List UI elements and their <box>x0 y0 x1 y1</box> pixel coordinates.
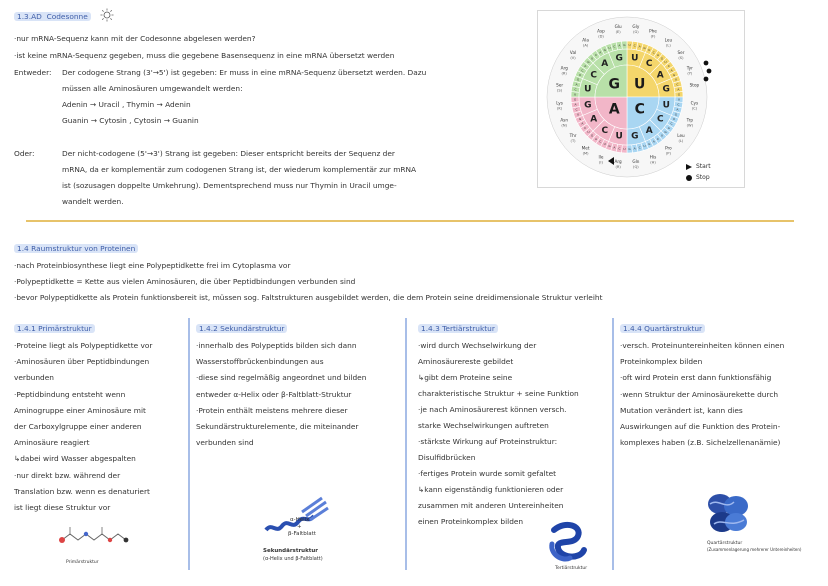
codon-ring-3-letter: U <box>576 112 580 117</box>
col3-line-2: Aminosäurereste gebildet <box>418 357 514 366</box>
col1-line-8: ↳dabei wird Wasser abgespalten <box>14 454 136 464</box>
codon-ring-3-letter: A <box>667 125 670 130</box>
codon-ring-2-letter: A <box>656 70 664 81</box>
codon-ring-3-letter: G <box>674 112 678 117</box>
amino-label-code: (N) <box>561 123 567 128</box>
amino-label-name: Tyr <box>686 65 693 71</box>
codon-ring-3-letter: U <box>648 47 651 52</box>
codon-ring-3-letter: A <box>599 50 602 55</box>
section2-heading <box>14 244 138 254</box>
codon-ring-3-letter: C <box>656 136 660 141</box>
codon-ring-3-letter: A <box>584 64 587 69</box>
codon-ring-3-letter: U <box>660 133 664 138</box>
section2-line-3: ·bevor Polypeptidkette als Protein funktionsbereit ist, müssen sog. Faltstrukturen ausgebildet werden, die dem Protein seine dreidimensionale Struktur verleiht <box>14 293 603 302</box>
codon-ring-3-letter: C <box>584 125 587 130</box>
amino-label-code: (C) <box>691 106 698 111</box>
oder-line-2: mRNA, da er komplementär zum codogenen Strang ist, der wiederum komplementär zur mRNA <box>62 165 417 174</box>
col4-title-text: 1.4.4 Quartärstruktur <box>620 324 705 333</box>
codon-ring-2-letter: A <box>601 59 609 70</box>
amino-label-name: Leu <box>677 132 685 138</box>
col1-title <box>14 324 95 334</box>
col4-line-7: komplexes haben (z.B. Sichelzellenanämie) <box>620 438 781 448</box>
col3-line-8: Disulfidbrücken <box>418 453 476 462</box>
section1-line-2: ·ist keine mRNA-Sequenz gegeben, muss die gegebene Basensequenz in eine mRNA übersetzt werden <box>14 51 395 60</box>
codon-ring-3-letter: A <box>633 146 636 151</box>
section1-heading <box>14 12 91 22</box>
codon-ring-3-letter: C <box>677 102 680 107</box>
codon-ring-3-letter: C <box>676 82 679 87</box>
amino-label-name: Ile <box>598 154 604 160</box>
column-divider-3 <box>612 318 614 570</box>
codon-ring-3-letter: A <box>581 121 584 126</box>
col3-title-text: 1.4.3 Tertiärstruktur <box>418 324 498 333</box>
codon-ring-3-letter: A <box>638 44 641 49</box>
codon-ring-3-letter: G <box>628 146 631 151</box>
amino-label-name: Val <box>569 50 577 56</box>
amino-label-code: (K) <box>556 106 563 111</box>
amino-label-code: (W) <box>686 123 694 128</box>
stop-marker-icon <box>704 77 709 82</box>
col1-line-9: ·nur direkt bzw. während der <box>14 470 121 480</box>
amino-label-name: Gln <box>632 158 640 164</box>
stop-dot-icon <box>686 175 692 181</box>
amino-label-code: (A) <box>582 43 589 48</box>
amino-label-name: Ser <box>677 50 685 56</box>
amino-label-name: Ala <box>582 37 589 43</box>
col1-caption: Primärstruktur <box>66 560 99 565</box>
col3-caption: Tertiärstruktur <box>555 566 588 571</box>
amino-label-code: (M) <box>582 151 589 156</box>
col4-line-4: ·wenn Struktur der Aminosäurekette durch <box>620 389 779 399</box>
codon-ring-3-letter: U <box>590 56 594 61</box>
codon-ring-3-letter: C <box>574 87 577 92</box>
codon-ring-3-letter: A <box>594 136 598 141</box>
codon-ring-3-letter: C <box>599 139 602 144</box>
codesonne-figure <box>537 10 745 188</box>
amino-label-code: (R) <box>561 71 567 76</box>
codon-ring-3-letter: A <box>613 145 616 150</box>
col1-line-3: verbunden <box>14 373 54 383</box>
codon-ring-3-letter: G <box>648 142 651 147</box>
codon-ring-3-letter: U <box>608 46 611 51</box>
codon-ring-3-letter: U <box>623 146 626 151</box>
col3-line-1: ·wird durch Wechselwirkung der <box>418 341 537 350</box>
codon-ring-2-letter: U <box>662 100 670 111</box>
codon-ring-2-letter: G <box>584 100 592 111</box>
col4-title <box>620 324 705 334</box>
amino-label-code: (L) <box>678 138 684 143</box>
col3-line-10: ↳kann eigenständig funktionieren oder <box>418 485 564 494</box>
section1-title: Codesonne <box>46 12 88 21</box>
col1-line-11: ist liegt diese Struktur vor <box>14 503 111 512</box>
amino-label-name: Arg <box>614 158 622 164</box>
codon-ring-3-letter: C <box>670 121 673 126</box>
col4-line-5: Mutation verändert ist, kann dies <box>620 405 743 415</box>
col1-line-10: Translation bzw. wenn es denaturiert <box>14 486 150 496</box>
col2-title <box>196 324 287 334</box>
entweder-line-2: müssen alle Aminosäuren umgewandelt werden: <box>62 84 243 93</box>
amino-label-name: Met <box>581 145 590 151</box>
stop-marker-icon <box>704 61 709 66</box>
section2-line-1: ·nach Proteinbiosynthese liegt eine Polypeptidkette frei im Cytoplasma vor <box>14 261 291 270</box>
oder-label: Oder: <box>14 149 35 158</box>
col4-caption-1: Quartärstruktur <box>707 541 743 546</box>
amino-label-name: Stop <box>689 82 700 88</box>
column-divider-2 <box>405 318 407 570</box>
codon-ring-3-letter: G <box>677 92 681 97</box>
section2-title: 1.4 Raumstruktur von Proteinen <box>14 244 138 253</box>
col2-line-7: verbunden sind <box>196 438 254 448</box>
amino-label-code: (G) <box>633 30 639 35</box>
amino-label-code: (P) <box>665 151 671 156</box>
col4-line-1: ·versch. Proteinuntereinheiten können einen <box>620 341 785 350</box>
codon-ring-3-letter: U <box>664 60 667 65</box>
amino-label-code: (Y) <box>687 71 693 76</box>
amino-label-name: Cys <box>690 100 699 106</box>
codon-ring-2-letter: G <box>662 84 670 95</box>
codon-ring-3-letter: U <box>578 72 582 77</box>
amino-label-name: Phe <box>649 28 657 34</box>
amino-label-code: (S) <box>557 88 563 93</box>
codon-ring-3-letter: U <box>672 117 676 122</box>
start-triangle-icon <box>686 164 692 170</box>
legend-start <box>686 163 711 170</box>
amino-label-name: Trp <box>686 117 693 123</box>
codon-ring-2-letter: A <box>645 125 653 136</box>
legend-stop-label: Stop <box>696 174 710 181</box>
col3-line-11: zusammen mit anderen Untereinheiten <box>418 501 564 510</box>
amino-label-name: Pro <box>665 145 672 151</box>
codon-ring-2-letter: G <box>631 131 639 142</box>
amino-label-code: (V) <box>570 56 576 61</box>
codon-ring-3-letter: G <box>643 46 646 51</box>
amino-label-name: Gly <box>632 24 640 30</box>
codon-ring-2-letter: U <box>584 84 592 95</box>
amino-label-code: (H) <box>650 160 656 165</box>
col4-caption-2: (Zusammenlagerung mehrerer Untereinheiten) <box>707 547 802 552</box>
col2-line-3: ·diese sind regelmäßig angeordnet und bilden <box>196 373 367 383</box>
codon-ring-3-letter: G <box>660 56 664 61</box>
codon-ring-3-letter: U <box>677 97 681 102</box>
amino-label-code: (Q) <box>633 164 639 169</box>
codon-ring-3-letter: U <box>573 92 577 97</box>
quartaerstruktur-image <box>704 490 752 536</box>
codon-ring-3-letter: C <box>594 53 598 58</box>
entweder-line-4: Guanin → Cytosin , Cytosin → Guanin <box>62 116 199 125</box>
amino-label-name: Ser <box>556 82 564 88</box>
codon-ring-3-letter: G <box>587 60 590 65</box>
codon-ring-2-letter: U <box>631 53 639 64</box>
codon-ring-2-letter: C <box>601 125 609 136</box>
legend-start-label: Start <box>696 163 711 170</box>
amino-label-name: Lys <box>556 100 563 106</box>
codon-ring-2-letter: C <box>645 59 653 70</box>
column-divider-1 <box>188 318 190 570</box>
col3-title <box>418 324 498 334</box>
codon-ring-3-letter: A <box>656 53 660 58</box>
codon-ring-3-letter: G <box>603 47 606 52</box>
codon-ring-2-letter: C <box>656 114 664 125</box>
codon-ring-2-letter: G <box>615 53 623 64</box>
amino-label-code: (D) <box>598 34 604 39</box>
codon-ring-3-letter: G <box>590 133 594 138</box>
codon-ring-3-letter: G <box>608 143 611 148</box>
col2-img-label-3: β-Faltblatt <box>288 531 316 537</box>
oder-line-3: ist (sozusagen doppelte Umkehrung). Dementsprechend muss nur Thymin in Uracil umge- <box>62 181 397 190</box>
codon-ring-3-letter: C <box>618 146 621 151</box>
col4-line-6: Auswirkungen auf die Funktion des Protein- <box>620 422 781 431</box>
section1-line-1: ·nur mRNA-Sequenz kann mit der Codesonne abgelesen werden? <box>14 34 256 43</box>
col1-line-6: der Carboxylgruppe einer anderen <box>14 422 142 431</box>
codon-ring-3-letter: C <box>581 68 584 73</box>
codon-ring-1-letter: A <box>608 101 620 118</box>
col3-line-12: einen Proteinkomplex bilden <box>418 517 524 526</box>
codon-ring-3-letter: G <box>578 117 582 122</box>
col4-line-3: ·oft wird Protein erst dann funktionsfähig <box>620 373 772 383</box>
col2-line-6: Sekundärstrukturelemente, die miteinander <box>196 422 359 431</box>
section2-line-2: ·Polypeptidkette = Kette aus vielen Aminosäuren, die über Peptidbindungen verbunden sind <box>14 277 356 286</box>
codon-ring-3-letter: A <box>677 87 680 92</box>
legend-stop <box>686 174 710 181</box>
col2-caption-1: Sekundärstruktur <box>263 548 318 554</box>
amino-label-name: Thr <box>569 132 577 138</box>
col2-line-4: entweder α-Helix oder β-Faltblatt-Struktur <box>196 389 352 399</box>
codon-ring-1-letter: U <box>634 76 646 93</box>
amino-label-name: Asp <box>597 28 605 34</box>
amino-label-code: (F) <box>650 34 656 39</box>
entweder-line-1: Der codogene Strang (3'→5') ist gegeben: Er muss in eine mRNA-Sequenz übersetzt werden. Dazu <box>62 68 427 77</box>
codon-ring-3-letter: C <box>575 107 578 112</box>
codon-ring-3-letter: U <box>643 143 646 148</box>
entweder-label: Entweder: <box>14 68 52 77</box>
col2-title-text: 1.4.2 Sekundärstruktur <box>196 324 287 333</box>
amino-label-code: (I) <box>599 160 603 165</box>
col2-line-1: ·innerhalb des Polypeptids bilden sich dann <box>196 341 357 350</box>
codon-ring-3-letter: C <box>633 43 636 48</box>
codon-ring-3-letter: U <box>628 43 631 48</box>
col2-img-label-2: + <box>297 524 302 530</box>
amino-label-name: Arg <box>560 65 568 71</box>
col3-line-4: charakteristische Struktur + seine Funktion <box>418 389 579 398</box>
stop-marker-icon <box>707 69 712 74</box>
codon-ring-1-letter: G <box>608 76 621 93</box>
amino-label-code: (E) <box>615 30 621 35</box>
amino-label-code: (L) <box>665 43 671 48</box>
amino-label-code: (R) <box>615 164 621 169</box>
codon-ring-3-letter: U <box>603 142 606 147</box>
codon-ring-3-letter: G <box>623 43 626 48</box>
col4-line-2: Proteinkomplex bilden <box>620 357 703 367</box>
entweder-line-3: Adenin → Uracil , Thymin → Adenin <box>62 100 191 109</box>
codon-ring-3-letter: U <box>587 129 590 134</box>
codon-ring-3-letter: A <box>574 102 577 107</box>
codon-ring-3-letter: A <box>652 139 655 144</box>
codon-ring-2-letter: A <box>590 114 598 125</box>
codon-ring-1-letter: C <box>634 101 645 118</box>
codesonne-wheel <box>538 11 744 187</box>
codon-ring-3-letter: G <box>573 97 577 102</box>
tertiaerstruktur-image <box>546 520 592 564</box>
col1-title-text: 1.4.1 Primärstruktur <box>14 324 95 333</box>
col1-line-1: ·Proteine liegt als Polypeptidkette vor <box>14 341 153 350</box>
codon-ring-2-letter: U <box>615 131 623 142</box>
col1-line-5: Aminogruppe einer Aminosäure mit <box>14 405 146 415</box>
codon-ring-3-letter: C <box>638 145 641 150</box>
amino-label-name: Glu <box>614 24 622 30</box>
col2-line-5: ·Protein enthält meistens mehrere dieser <box>196 405 348 415</box>
codon-ring-3-letter: A <box>575 82 578 87</box>
col3-line-7: ·stärkste Wirkung auf Proteinstruktur: <box>418 437 558 446</box>
codon-ring-3-letter: C <box>613 44 616 49</box>
col3-line-6: starke Wechselwirkungen auftreten <box>418 421 549 430</box>
amino-label-code: (T) <box>570 138 576 143</box>
section-divider <box>26 220 794 222</box>
codon-ring-3-letter: C <box>667 64 670 69</box>
col3-line-3: ↳gibt dem Proteine seine <box>418 373 513 382</box>
amino-label-name: Leu <box>664 37 673 43</box>
sun-icon <box>100 8 114 22</box>
codon-ring-3-letter: A <box>670 68 673 73</box>
col1-line-7: Aminosäure reagiert <box>14 438 90 448</box>
col2-caption-2: (α-Helix und β-Faltblatt) <box>263 556 323 562</box>
col3-line-9: ·fertiges Protein wurde somit gefaltet <box>418 469 557 478</box>
col1-line-2: ·Aminosäuren über Peptidbindungen <box>14 357 150 367</box>
codon-ring-3-letter: A <box>676 107 679 112</box>
section1-number: 1.3.AD <box>17 12 42 21</box>
amino-label-name: His <box>649 154 657 160</box>
codon-ring-3-letter: A <box>618 43 621 48</box>
col1-line-4: ·Peptidbindung entsteht wenn <box>14 389 126 399</box>
col2-line-2: Wasserstoffbrückenbindungen aus <box>196 357 324 367</box>
codon-ring-3-letter: C <box>652 50 655 55</box>
amino-label-code: (S) <box>678 56 684 61</box>
oder-line-1: Der nicht-codogene (5'→3') Strang ist gegeben: Dieser entspricht bereits der Sequenz der <box>62 149 395 158</box>
codon-ring-3-letter: G <box>672 72 676 77</box>
codon-ring-3-letter: G <box>664 129 667 134</box>
col2-img-label-1: α-Helix <box>290 517 310 523</box>
codon-ring-2-letter: C <box>590 70 598 81</box>
codon-ring-3-letter: U <box>674 77 678 82</box>
codon-ring-3-letter: G <box>576 77 580 82</box>
amino-label-name: Asn <box>560 117 569 123</box>
oder-line-4: wandelt werden. <box>62 197 124 206</box>
col3-line-5: ·je nach Aminosäurerest können versch. <box>418 405 567 414</box>
